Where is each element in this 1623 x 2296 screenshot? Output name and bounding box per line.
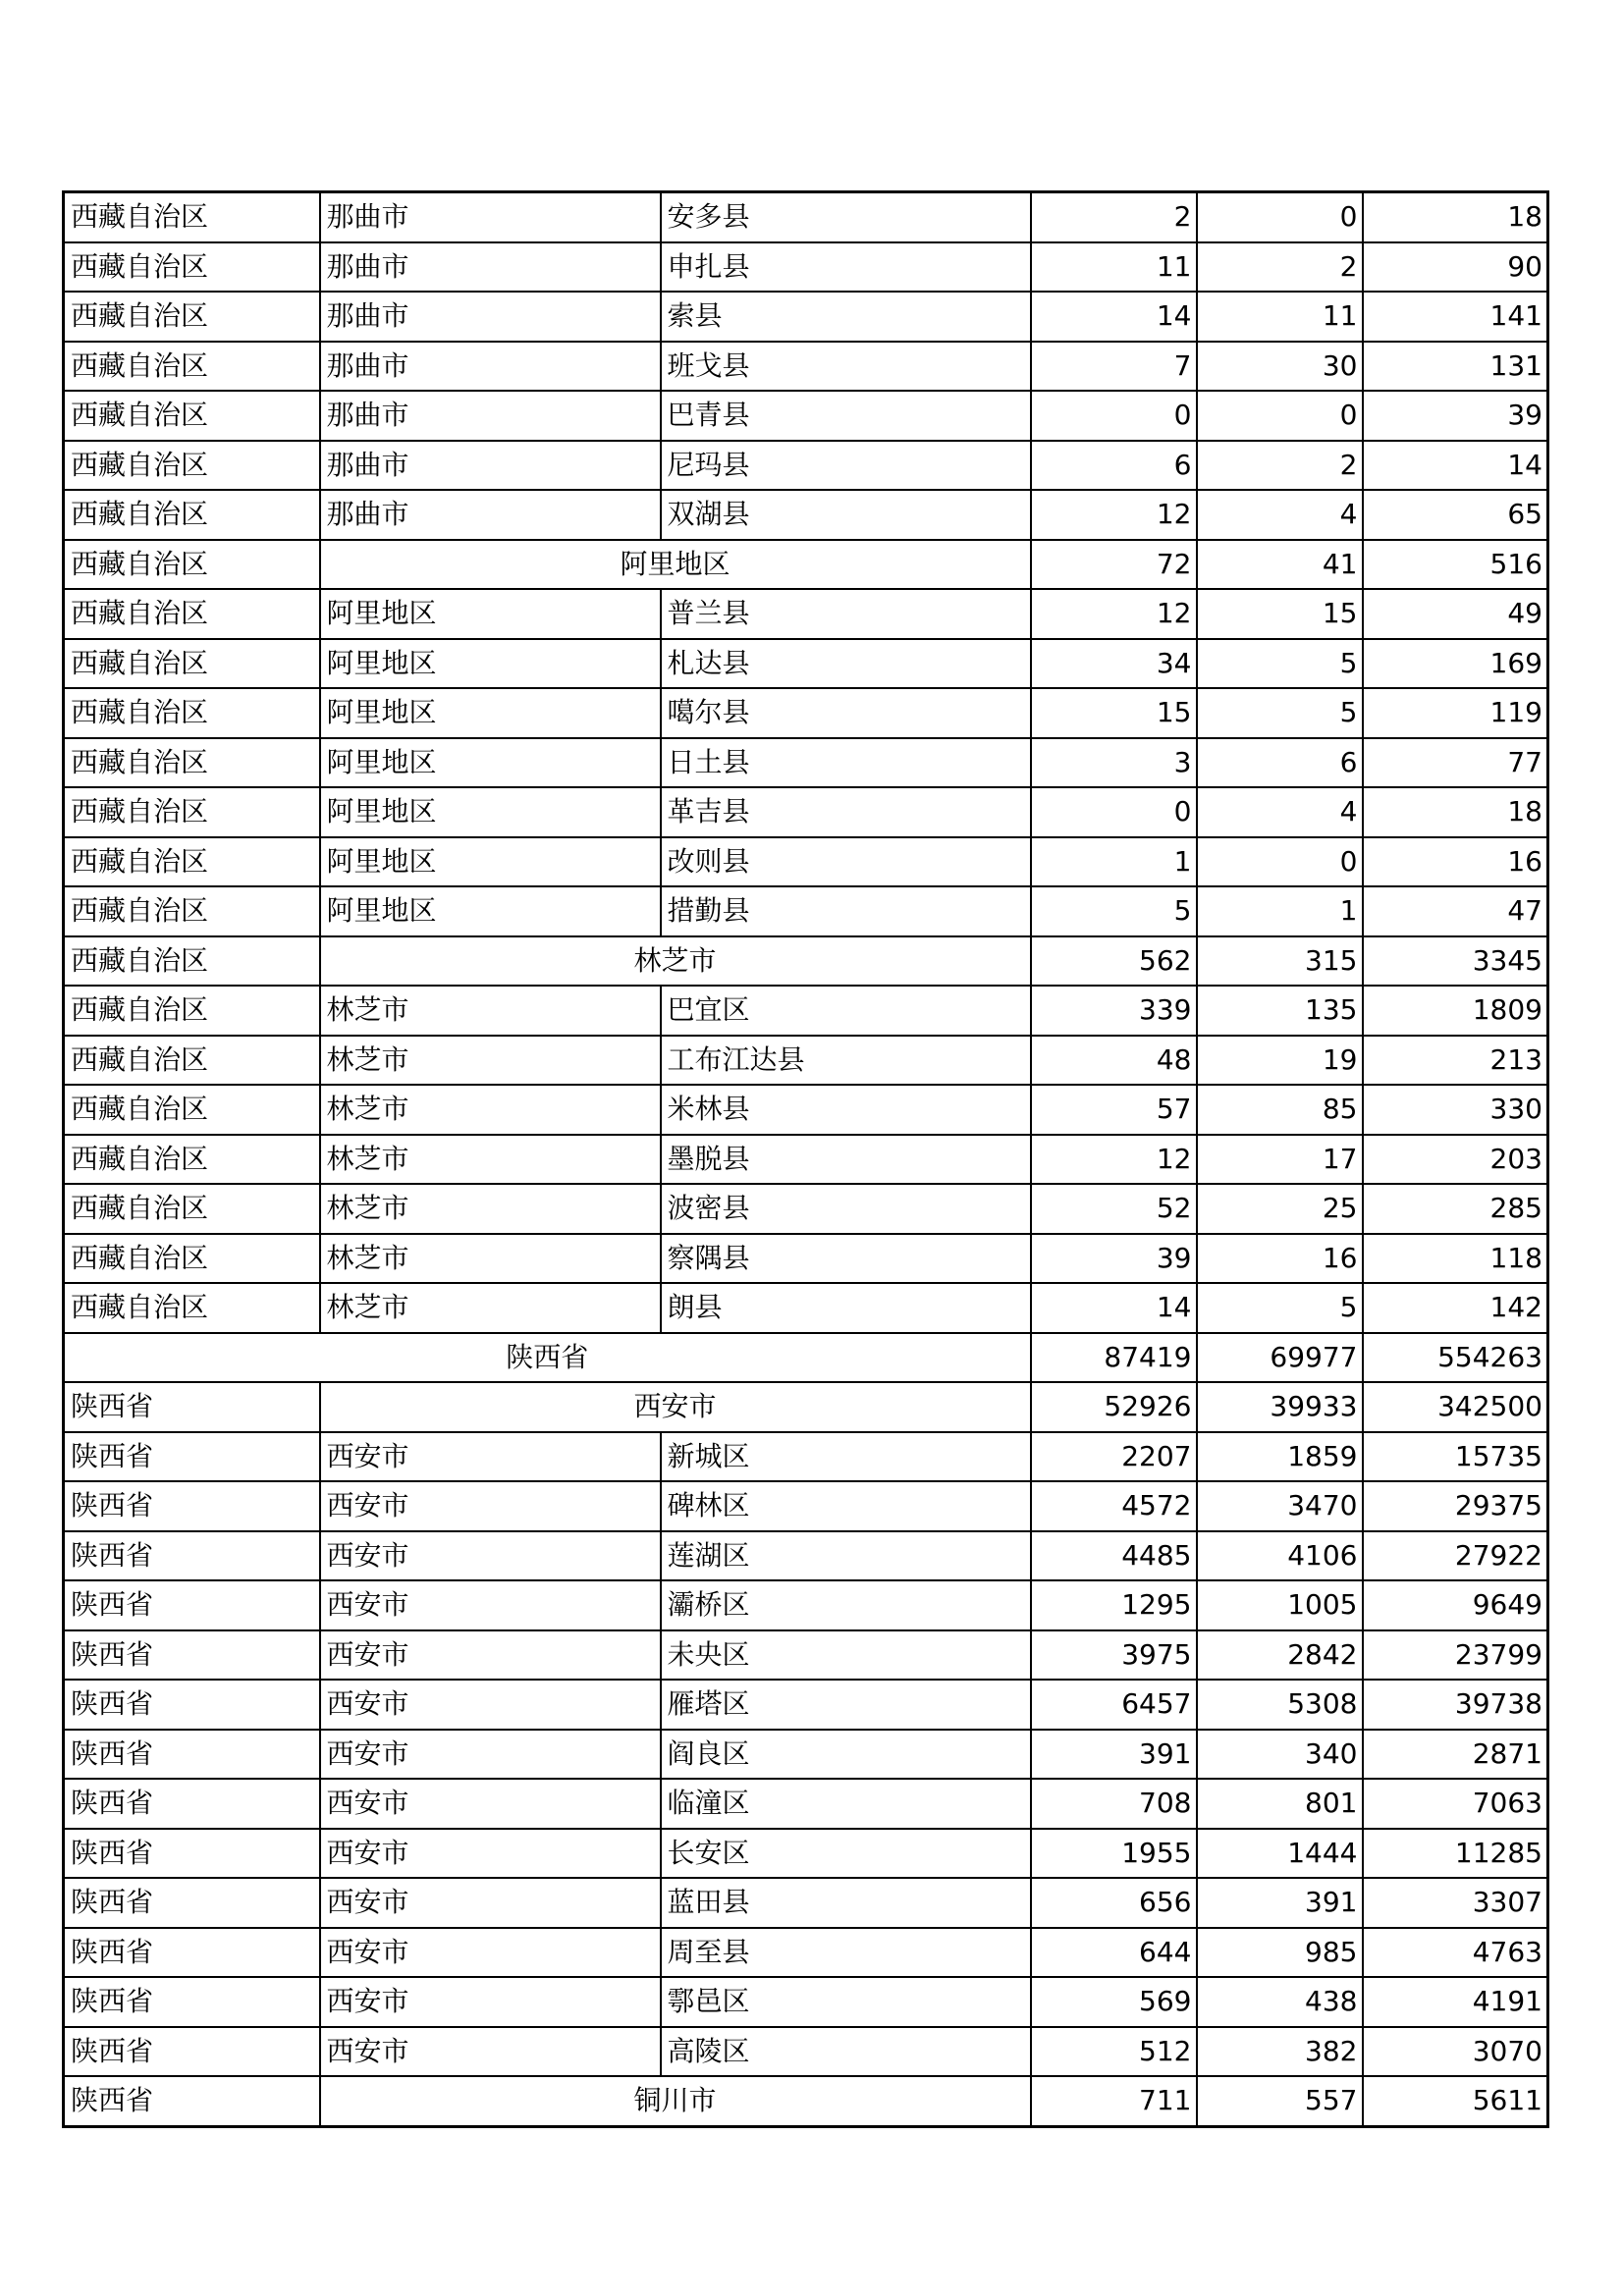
- table-row-county: [64, 1878, 1548, 1928]
- table-row-county: [64, 1135, 1548, 1185]
- county-cell: 措勤县: [661, 886, 1031, 936]
- value-cell-3: 131: [1363, 342, 1548, 392]
- value-cell-1: 3975: [1031, 1630, 1197, 1681]
- county-cell: 察隅县: [661, 1234, 1031, 1284]
- value-cell-3: 39: [1363, 391, 1548, 441]
- province-cell: 西藏自治区: [64, 242, 320, 293]
- county-cell: 临潼区: [661, 1779, 1031, 1829]
- value-cell-3: 9649: [1363, 1580, 1548, 1630]
- value-cell-2: 85: [1197, 1085, 1363, 1135]
- province-cell: 陕西省: [64, 1630, 320, 1681]
- value-cell-1: 339: [1031, 986, 1197, 1036]
- county-cell: 墨脱县: [661, 1135, 1031, 1185]
- table-row-county: [64, 589, 1548, 639]
- value-cell-3: 11285: [1363, 1829, 1548, 1879]
- value-cell-3: 119: [1363, 688, 1548, 738]
- value-cell-1: 708: [1031, 1779, 1197, 1829]
- city-cell: 那曲市: [320, 342, 661, 392]
- city-cell: 西安市: [320, 1928, 661, 1978]
- value-cell-1: 11: [1031, 242, 1197, 293]
- county-cell: 革吉县: [661, 787, 1031, 837]
- province-cell: 陕西省: [64, 1680, 320, 1730]
- county-cell: 高陵区: [661, 2027, 1031, 2077]
- city-cell: 林芝市: [320, 1234, 661, 1284]
- city-cell: 阿里地区: [320, 837, 661, 887]
- value-cell-1: 5: [1031, 886, 1197, 936]
- value-cell-2: 340: [1197, 1730, 1363, 1780]
- value-cell-3: 3345: [1363, 936, 1548, 987]
- value-cell-2: 6: [1197, 738, 1363, 788]
- value-cell-3: 29375: [1363, 1481, 1548, 1531]
- value-cell-1: 6457: [1031, 1680, 1197, 1730]
- city-cell: 西安市: [320, 1481, 661, 1531]
- value-cell-2: 3470: [1197, 1481, 1363, 1531]
- province-cell: 陕西省: [64, 1531, 320, 1581]
- county-cell: 朗县: [661, 1283, 1031, 1333]
- value-cell-3: 554263: [1363, 1333, 1548, 1383]
- city-cell: 那曲市: [320, 292, 661, 342]
- county-cell: 札达县: [661, 639, 1031, 689]
- table-row-county: [64, 1531, 1548, 1581]
- city-cell: 西安市: [320, 1829, 661, 1879]
- value-cell-2: 1859: [1197, 1432, 1363, 1482]
- table-row-county: [64, 1680, 1548, 1730]
- value-cell-1: 2207: [1031, 1432, 1197, 1482]
- county-cell: 日土县: [661, 738, 1031, 788]
- value-cell-1: 0: [1031, 391, 1197, 441]
- value-cell-3: 39738: [1363, 1680, 1548, 1730]
- county-cell: 噶尔县: [661, 688, 1031, 738]
- city-cell: 西安市: [320, 1680, 661, 1730]
- county-cell: 普兰县: [661, 589, 1031, 639]
- province-cell: 西藏自治区: [64, 1085, 320, 1135]
- county-cell: 长安区: [661, 1829, 1031, 1879]
- value-cell-2: 4: [1197, 490, 1363, 540]
- table-row-county: [64, 292, 1548, 342]
- value-cell-2: 315: [1197, 936, 1363, 987]
- value-cell-2: 17: [1197, 1135, 1363, 1185]
- province-cell: 西藏自治区: [64, 738, 320, 788]
- table-row-city: [64, 936, 1548, 987]
- value-cell-1: 711: [1031, 2076, 1197, 2126]
- province-cell: 陕西省: [64, 1432, 320, 1482]
- value-cell-2: 1444: [1197, 1829, 1363, 1879]
- city-cell: 那曲市: [320, 192, 661, 242]
- value-cell-2: 5308: [1197, 1680, 1363, 1730]
- county-cell: 申扎县: [661, 242, 1031, 293]
- value-cell-2: 0: [1197, 391, 1363, 441]
- province-cell: 西藏自治区: [64, 1135, 320, 1185]
- value-cell-1: 52926: [1031, 1382, 1197, 1432]
- value-cell-1: 12: [1031, 490, 1197, 540]
- province-cell: 西藏自治区: [64, 1184, 320, 1234]
- value-cell-1: 14: [1031, 1283, 1197, 1333]
- city-cell: 林芝市: [320, 1036, 661, 1086]
- value-cell-2: 16: [1197, 1234, 1363, 1284]
- table-row-county: [64, 1184, 1548, 1234]
- table-row-county: [64, 1829, 1548, 1879]
- city-cell: 林芝市: [320, 986, 661, 1036]
- value-cell-1: 2: [1031, 192, 1197, 242]
- province-cell: 西藏自治区: [64, 192, 320, 242]
- province-cell: 陕西省: [64, 1977, 320, 2027]
- city-cell: 西安市: [320, 1779, 661, 1829]
- table-row-county: [64, 886, 1548, 936]
- value-cell-2: 19: [1197, 1036, 1363, 1086]
- value-cell-1: 3: [1031, 738, 1197, 788]
- value-cell-2: 5: [1197, 688, 1363, 738]
- table-row-county: [64, 342, 1548, 392]
- value-cell-3: 47: [1363, 886, 1548, 936]
- county-cell: 尼玛县: [661, 441, 1031, 491]
- value-cell-2: 801: [1197, 1779, 1363, 1829]
- province-cell: 陕西省: [64, 1878, 320, 1928]
- value-cell-2: 2: [1197, 441, 1363, 491]
- province-cell: 西藏自治区: [64, 490, 320, 540]
- province-cell: 陕西省: [64, 2027, 320, 2077]
- city-cell: 阿里地区: [320, 688, 661, 738]
- value-cell-1: 87419: [1031, 1333, 1197, 1383]
- value-cell-2: 0: [1197, 837, 1363, 887]
- value-cell-1: 7: [1031, 342, 1197, 392]
- value-cell-1: 12: [1031, 1135, 1197, 1185]
- value-cell-1: 0: [1031, 787, 1197, 837]
- table-row-county: [64, 441, 1548, 491]
- value-cell-3: 203: [1363, 1135, 1548, 1185]
- table-row-county: [64, 1730, 1548, 1780]
- value-cell-2: 11: [1197, 292, 1363, 342]
- province-cell: 西藏自治区: [64, 986, 320, 1036]
- county-cell: 鄠邑区: [661, 1977, 1031, 2027]
- city-cell: 阿里地区: [320, 738, 661, 788]
- value-cell-1: 39: [1031, 1234, 1197, 1284]
- value-cell-3: 169: [1363, 639, 1548, 689]
- county-cell: 班戈县: [661, 342, 1031, 392]
- value-cell-2: 39933: [1197, 1382, 1363, 1432]
- table-row-county: [64, 1928, 1548, 1978]
- province-cell: 西藏自治区: [64, 936, 320, 987]
- province-cell: 陕西省: [64, 1382, 320, 1432]
- value-cell-2: 69977: [1197, 1333, 1363, 1383]
- table-row-province: [64, 1333, 1548, 1383]
- table-row-county: [64, 490, 1548, 540]
- value-cell-2: 41: [1197, 540, 1363, 590]
- city-cell: 那曲市: [320, 441, 661, 491]
- table-row-county: [64, 242, 1548, 293]
- city-cell: 阿里地区: [320, 589, 661, 639]
- county-cell: 米林县: [661, 1085, 1031, 1135]
- table-row-county: [64, 1630, 1548, 1681]
- value-cell-2: 438: [1197, 1977, 1363, 2027]
- city-cell: 阿里地区: [320, 886, 661, 936]
- value-cell-1: 562: [1031, 936, 1197, 987]
- province-cell: 西藏自治区: [64, 639, 320, 689]
- value-cell-2: 1005: [1197, 1580, 1363, 1630]
- table-body: [64, 192, 1548, 2127]
- value-cell-1: 512: [1031, 2027, 1197, 2077]
- value-cell-3: 5611: [1363, 2076, 1548, 2126]
- county-cell: 巴宜区: [661, 986, 1031, 1036]
- value-cell-2: 4106: [1197, 1531, 1363, 1581]
- county-cell: 碑林区: [661, 1481, 1031, 1531]
- county-cell: 安多县: [661, 192, 1031, 242]
- value-cell-2: 15: [1197, 589, 1363, 639]
- city-cell: 林芝市: [320, 1135, 661, 1185]
- table-row-county: [64, 1036, 1548, 1086]
- value-cell-1: 1295: [1031, 1580, 1197, 1630]
- city-cell: 林芝市: [320, 1184, 661, 1234]
- value-cell-2: 25: [1197, 1184, 1363, 1234]
- province-cell: 西藏自治区: [64, 292, 320, 342]
- city-cell: 林芝市: [320, 936, 1031, 987]
- province-cell: 西藏自治区: [64, 1036, 320, 1086]
- value-cell-3: 3070: [1363, 2027, 1548, 2077]
- province-cell: 陕西省: [64, 1928, 320, 1978]
- table-row-county: [64, 391, 1548, 441]
- table-row-county: [64, 1283, 1548, 1333]
- city-cell: 那曲市: [320, 242, 661, 293]
- city-cell: 西安市: [320, 1977, 661, 2027]
- table-row-county: [64, 986, 1548, 1036]
- table-row-county: [64, 2027, 1548, 2077]
- county-cell: 改则县: [661, 837, 1031, 887]
- value-cell-1: 644: [1031, 1928, 1197, 1978]
- value-cell-1: 6: [1031, 441, 1197, 491]
- county-cell: 索县: [661, 292, 1031, 342]
- city-cell: 西安市: [320, 1580, 661, 1630]
- value-cell-1: 1955: [1031, 1829, 1197, 1879]
- county-cell: 未央区: [661, 1630, 1031, 1681]
- value-cell-2: 1: [1197, 886, 1363, 936]
- value-cell-3: 141: [1363, 292, 1548, 342]
- city-cell: 西安市: [320, 1432, 661, 1482]
- value-cell-3: 27922: [1363, 1531, 1548, 1581]
- province-cell: 西藏自治区: [64, 886, 320, 936]
- table-row-county: [64, 1779, 1548, 1829]
- city-cell: 西安市: [320, 1531, 661, 1581]
- value-cell-3: 516: [1363, 540, 1548, 590]
- value-cell-3: 2871: [1363, 1730, 1548, 1780]
- province-cell: 陕西省: [64, 1481, 320, 1531]
- table-row-county: [64, 1580, 1548, 1630]
- value-cell-3: 330: [1363, 1085, 1548, 1135]
- value-cell-3: 4763: [1363, 1928, 1548, 1978]
- value-cell-2: 5: [1197, 1283, 1363, 1333]
- city-cell: 西安市: [320, 1878, 661, 1928]
- table-row-county: [64, 1234, 1548, 1284]
- city-cell: 那曲市: [320, 391, 661, 441]
- value-cell-1: 14: [1031, 292, 1197, 342]
- value-cell-1: 4572: [1031, 1481, 1197, 1531]
- value-cell-3: 7063: [1363, 1779, 1548, 1829]
- province-cell: 陕西省: [64, 1730, 320, 1780]
- table-row-county: [64, 1085, 1548, 1135]
- value-cell-2: 135: [1197, 986, 1363, 1036]
- value-cell-3: 118: [1363, 1234, 1548, 1284]
- city-cell: 西安市: [320, 1630, 661, 1681]
- province-cell: 陕西省: [64, 2076, 320, 2126]
- table-row-county: [64, 738, 1548, 788]
- value-cell-1: 72: [1031, 540, 1197, 590]
- table-row-city: [64, 2076, 1548, 2126]
- value-cell-3: 213: [1363, 1036, 1548, 1086]
- province-cell: 西藏自治区: [64, 441, 320, 491]
- value-cell-3: 77: [1363, 738, 1548, 788]
- value-cell-1: 391: [1031, 1730, 1197, 1780]
- province-cell: 陕西省: [64, 1779, 320, 1829]
- value-cell-1: 569: [1031, 1977, 1197, 2027]
- table-row-county: [64, 688, 1548, 738]
- table-row-county: [64, 1481, 1548, 1531]
- county-cell: 莲湖区: [661, 1531, 1031, 1581]
- province-cell: 陕西省: [64, 1829, 320, 1879]
- province-cell: 陕西省: [64, 1333, 1031, 1383]
- data-table: [62, 190, 1549, 2128]
- city-cell: 阿里地区: [320, 639, 661, 689]
- province-cell: 西藏自治区: [64, 589, 320, 639]
- table-row-county: [64, 1977, 1548, 2027]
- value-cell-3: 1809: [1363, 986, 1548, 1036]
- province-cell: 西藏自治区: [64, 787, 320, 837]
- value-cell-2: 5: [1197, 639, 1363, 689]
- province-cell: 西藏自治区: [64, 837, 320, 887]
- value-cell-2: 0: [1197, 192, 1363, 242]
- value-cell-2: 2842: [1197, 1630, 1363, 1681]
- table-row-county: [64, 1432, 1548, 1482]
- city-cell: 那曲市: [320, 490, 661, 540]
- value-cell-2: 382: [1197, 2027, 1363, 2077]
- province-cell: 西藏自治区: [64, 391, 320, 441]
- value-cell-3: 14: [1363, 441, 1548, 491]
- county-cell: 工布江达县: [661, 1036, 1031, 1086]
- value-cell-3: 4191: [1363, 1977, 1548, 2027]
- province-cell: 西藏自治区: [64, 342, 320, 392]
- value-cell-2: 985: [1197, 1928, 1363, 1978]
- value-cell-3: 342500: [1363, 1382, 1548, 1432]
- value-cell-1: 15: [1031, 688, 1197, 738]
- value-cell-3: 285: [1363, 1184, 1548, 1234]
- value-cell-1: 656: [1031, 1878, 1197, 1928]
- value-cell-3: 90: [1363, 242, 1548, 293]
- city-cell: 阿里地区: [320, 787, 661, 837]
- value-cell-3: 3307: [1363, 1878, 1548, 1928]
- county-cell: 波密县: [661, 1184, 1031, 1234]
- value-cell-2: 4: [1197, 787, 1363, 837]
- value-cell-2: 557: [1197, 2076, 1363, 2126]
- value-cell-1: 34: [1031, 639, 1197, 689]
- value-cell-2: 391: [1197, 1878, 1363, 1928]
- province-cell: 西藏自治区: [64, 540, 320, 590]
- city-cell: 阿里地区: [320, 540, 1031, 590]
- city-cell: 林芝市: [320, 1085, 661, 1135]
- province-cell: 陕西省: [64, 1580, 320, 1630]
- value-cell-1: 48: [1031, 1036, 1197, 1086]
- value-cell-1: 12: [1031, 589, 1197, 639]
- table-row-county: [64, 639, 1548, 689]
- city-cell: 西安市: [320, 1730, 661, 1780]
- value-cell-3: 49: [1363, 589, 1548, 639]
- county-cell: 蓝田县: [661, 1878, 1031, 1928]
- value-cell-3: 65: [1363, 490, 1548, 540]
- value-cell-3: 23799: [1363, 1630, 1548, 1681]
- province-cell: 西藏自治区: [64, 1283, 320, 1333]
- value-cell-2: 30: [1197, 342, 1363, 392]
- table-row-county: [64, 787, 1548, 837]
- value-cell-1: 1: [1031, 837, 1197, 887]
- county-cell: 巴青县: [661, 391, 1031, 441]
- county-cell: 阎良区: [661, 1730, 1031, 1780]
- city-cell: 铜川市: [320, 2076, 1031, 2126]
- county-cell: 雁塔区: [661, 1680, 1031, 1730]
- table-row-city: [64, 540, 1548, 590]
- county-cell: 双湖县: [661, 490, 1031, 540]
- value-cell-2: 2: [1197, 242, 1363, 293]
- value-cell-1: 57: [1031, 1085, 1197, 1135]
- city-cell: 林芝市: [320, 1283, 661, 1333]
- city-cell: 西安市: [320, 2027, 661, 2077]
- value-cell-3: 18: [1363, 787, 1548, 837]
- city-cell: 西安市: [320, 1382, 1031, 1432]
- county-cell: 新城区: [661, 1432, 1031, 1482]
- value-cell-3: 15735: [1363, 1432, 1548, 1482]
- value-cell-3: 18: [1363, 192, 1548, 242]
- table-row-city: [64, 1382, 1548, 1432]
- value-cell-3: 16: [1363, 837, 1548, 887]
- county-cell: 灞桥区: [661, 1580, 1031, 1630]
- table-row-county: [64, 192, 1548, 242]
- province-cell: 西藏自治区: [64, 688, 320, 738]
- table-row-county: [64, 837, 1548, 887]
- province-cell: 西藏自治区: [64, 1234, 320, 1284]
- value-cell-1: 4485: [1031, 1531, 1197, 1581]
- county-cell: 周至县: [661, 1928, 1031, 1978]
- value-cell-3: 142: [1363, 1283, 1548, 1333]
- value-cell-1: 52: [1031, 1184, 1197, 1234]
